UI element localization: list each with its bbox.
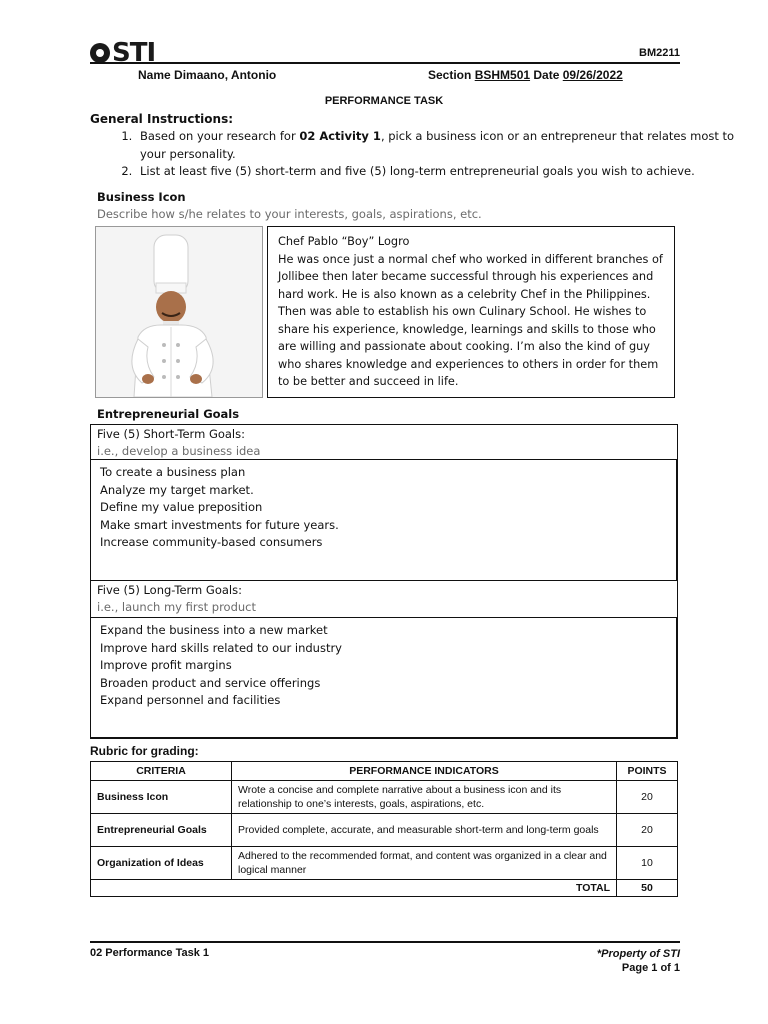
sti-gear-icon bbox=[90, 43, 110, 63]
short-term-hint: i.e., develop a business idea bbox=[97, 444, 261, 458]
long-term-list bbox=[100, 622, 342, 710]
rubric-table bbox=[90, 761, 678, 897]
description-line: He was once just a normal chef who worked in different branches of bbox=[278, 252, 663, 266]
business-icon-description bbox=[267, 226, 675, 398]
name-value: Dimaano, Antonio bbox=[174, 68, 277, 82]
section-date-line bbox=[428, 68, 623, 82]
chef-icon bbox=[96, 227, 262, 397]
date-value: 09/26/2022 bbox=[562, 68, 623, 82]
short-term-header bbox=[90, 424, 678, 459]
column-header: PERFORMANCE INDICATORS bbox=[232, 762, 617, 781]
list-item: Make smart investments for future years. bbox=[100, 517, 339, 532]
total-value: 50 bbox=[617, 880, 678, 897]
points-cell: 20 bbox=[617, 781, 678, 814]
date-label: Date bbox=[533, 68, 560, 82]
list-item: Improve hard skills related to our industry bbox=[100, 640, 342, 655]
instruction-item: 1. Based on your research for 02 Activity 1, pick a business icon or an entrepreneur that relates most to your personality. bbox=[136, 128, 736, 163]
criteria-cell: Entrepreneurial Goals bbox=[91, 814, 232, 847]
criteria-cell: Business Icon bbox=[91, 781, 232, 814]
criteria-cell: Organization of Ideas bbox=[91, 847, 232, 880]
points-cell: 10 bbox=[617, 847, 678, 880]
property-note: *Property of STI bbox=[596, 948, 680, 960]
sti-logo: STI bbox=[90, 38, 155, 68]
list-item: Expand the business into a new market bbox=[100, 623, 328, 637]
footer-left: 02 Performance Task 1 bbox=[90, 947, 210, 959]
list-item: Analyze my target market. bbox=[100, 482, 254, 497]
instructions-heading: General Instructions: bbox=[90, 112, 234, 126]
page-number: Page 1 of 1 bbox=[621, 962, 680, 974]
footer-rule bbox=[90, 941, 680, 943]
description-line: Then was able to establish his own Culinary School. He wishes to bbox=[278, 305, 647, 318]
column-header: CRITERIA bbox=[91, 762, 232, 781]
description-line: Chef Pablo “Boy” Logro bbox=[278, 235, 410, 248]
course-code: BM2211 bbox=[639, 47, 680, 59]
long-term-box bbox=[90, 617, 678, 739]
column-header: POINTS bbox=[617, 762, 678, 781]
list-item: Broaden product and service offerings bbox=[100, 675, 321, 690]
long-term-label: Five (5) Long-Term Goals: bbox=[97, 583, 242, 597]
total-row bbox=[91, 880, 678, 897]
indicator-cell: Provided complete, accurate, and measurable short-term and long-term goals bbox=[232, 814, 617, 847]
long-term-header bbox=[90, 581, 678, 617]
table-row bbox=[91, 814, 678, 847]
list-item: Define my value preposition bbox=[100, 500, 263, 514]
indicator-cell: Adhered to the recommended format, and content was organized in a clear and logical manner bbox=[232, 847, 617, 880]
description-line: share his experience, knowledge, learnings and skills to those who bbox=[278, 322, 656, 336]
description-line: to be better and succeed in life. bbox=[278, 375, 459, 388]
list-item: Increase community-based consumers bbox=[100, 535, 323, 549]
section-label: Section bbox=[428, 68, 472, 82]
chef-photo bbox=[95, 226, 263, 398]
table-row bbox=[91, 847, 678, 880]
name-line bbox=[138, 68, 276, 82]
short-term-label: Five (5) Short-Term Goals: bbox=[97, 427, 245, 441]
name-label: Name bbox=[138, 68, 171, 82]
page-title: PERFORMANCE TASK bbox=[324, 95, 444, 107]
table-row bbox=[91, 781, 678, 814]
business-icon-hint: Describe how s/he relates to your interests, goals, aspirations, etc. bbox=[97, 207, 482, 221]
description-line: are willing and passionate about cooking. I’m also the kind of guy bbox=[278, 340, 650, 353]
list-item: Expand personnel and facilities bbox=[100, 693, 281, 707]
section-value: BSHM501 bbox=[474, 68, 531, 82]
goals-heading: Entrepreneurial Goals bbox=[97, 407, 240, 421]
list-item: Improve profit margins bbox=[100, 658, 232, 672]
total-label: TOTAL bbox=[91, 880, 617, 897]
instructions-list bbox=[90, 128, 736, 181]
indicator-cell: Wrote a concise and complete narrative about a business icon and its relationship to one’s interests, goals, aspirations, etc. bbox=[232, 781, 617, 814]
business-icon-heading: Business Icon bbox=[97, 190, 186, 204]
list-item: To create a business plan bbox=[100, 465, 246, 479]
points-cell: 20 bbox=[617, 814, 678, 847]
short-term-box bbox=[90, 459, 678, 581]
instruction-item: 2. List at least five (5) short-term and five (5) long-term entrepreneurial goals you wish to achieve. bbox=[136, 163, 736, 181]
rubric-heading: Rubric for grading: bbox=[90, 744, 199, 758]
description-line: Jollibee then later became successful through his experiences and bbox=[278, 270, 654, 283]
header-rule bbox=[90, 62, 680, 64]
long-term-hint: i.e., launch my first product bbox=[97, 600, 257, 614]
description-line: hard work. He is also known as a celebrity Chef in the Philippines. bbox=[278, 287, 651, 301]
rubric-header-row bbox=[91, 762, 678, 781]
short-term-list bbox=[100, 464, 339, 552]
description-line: who shares knowledge and experiences to others in order for them bbox=[278, 357, 659, 371]
footer-right bbox=[597, 947, 680, 975]
